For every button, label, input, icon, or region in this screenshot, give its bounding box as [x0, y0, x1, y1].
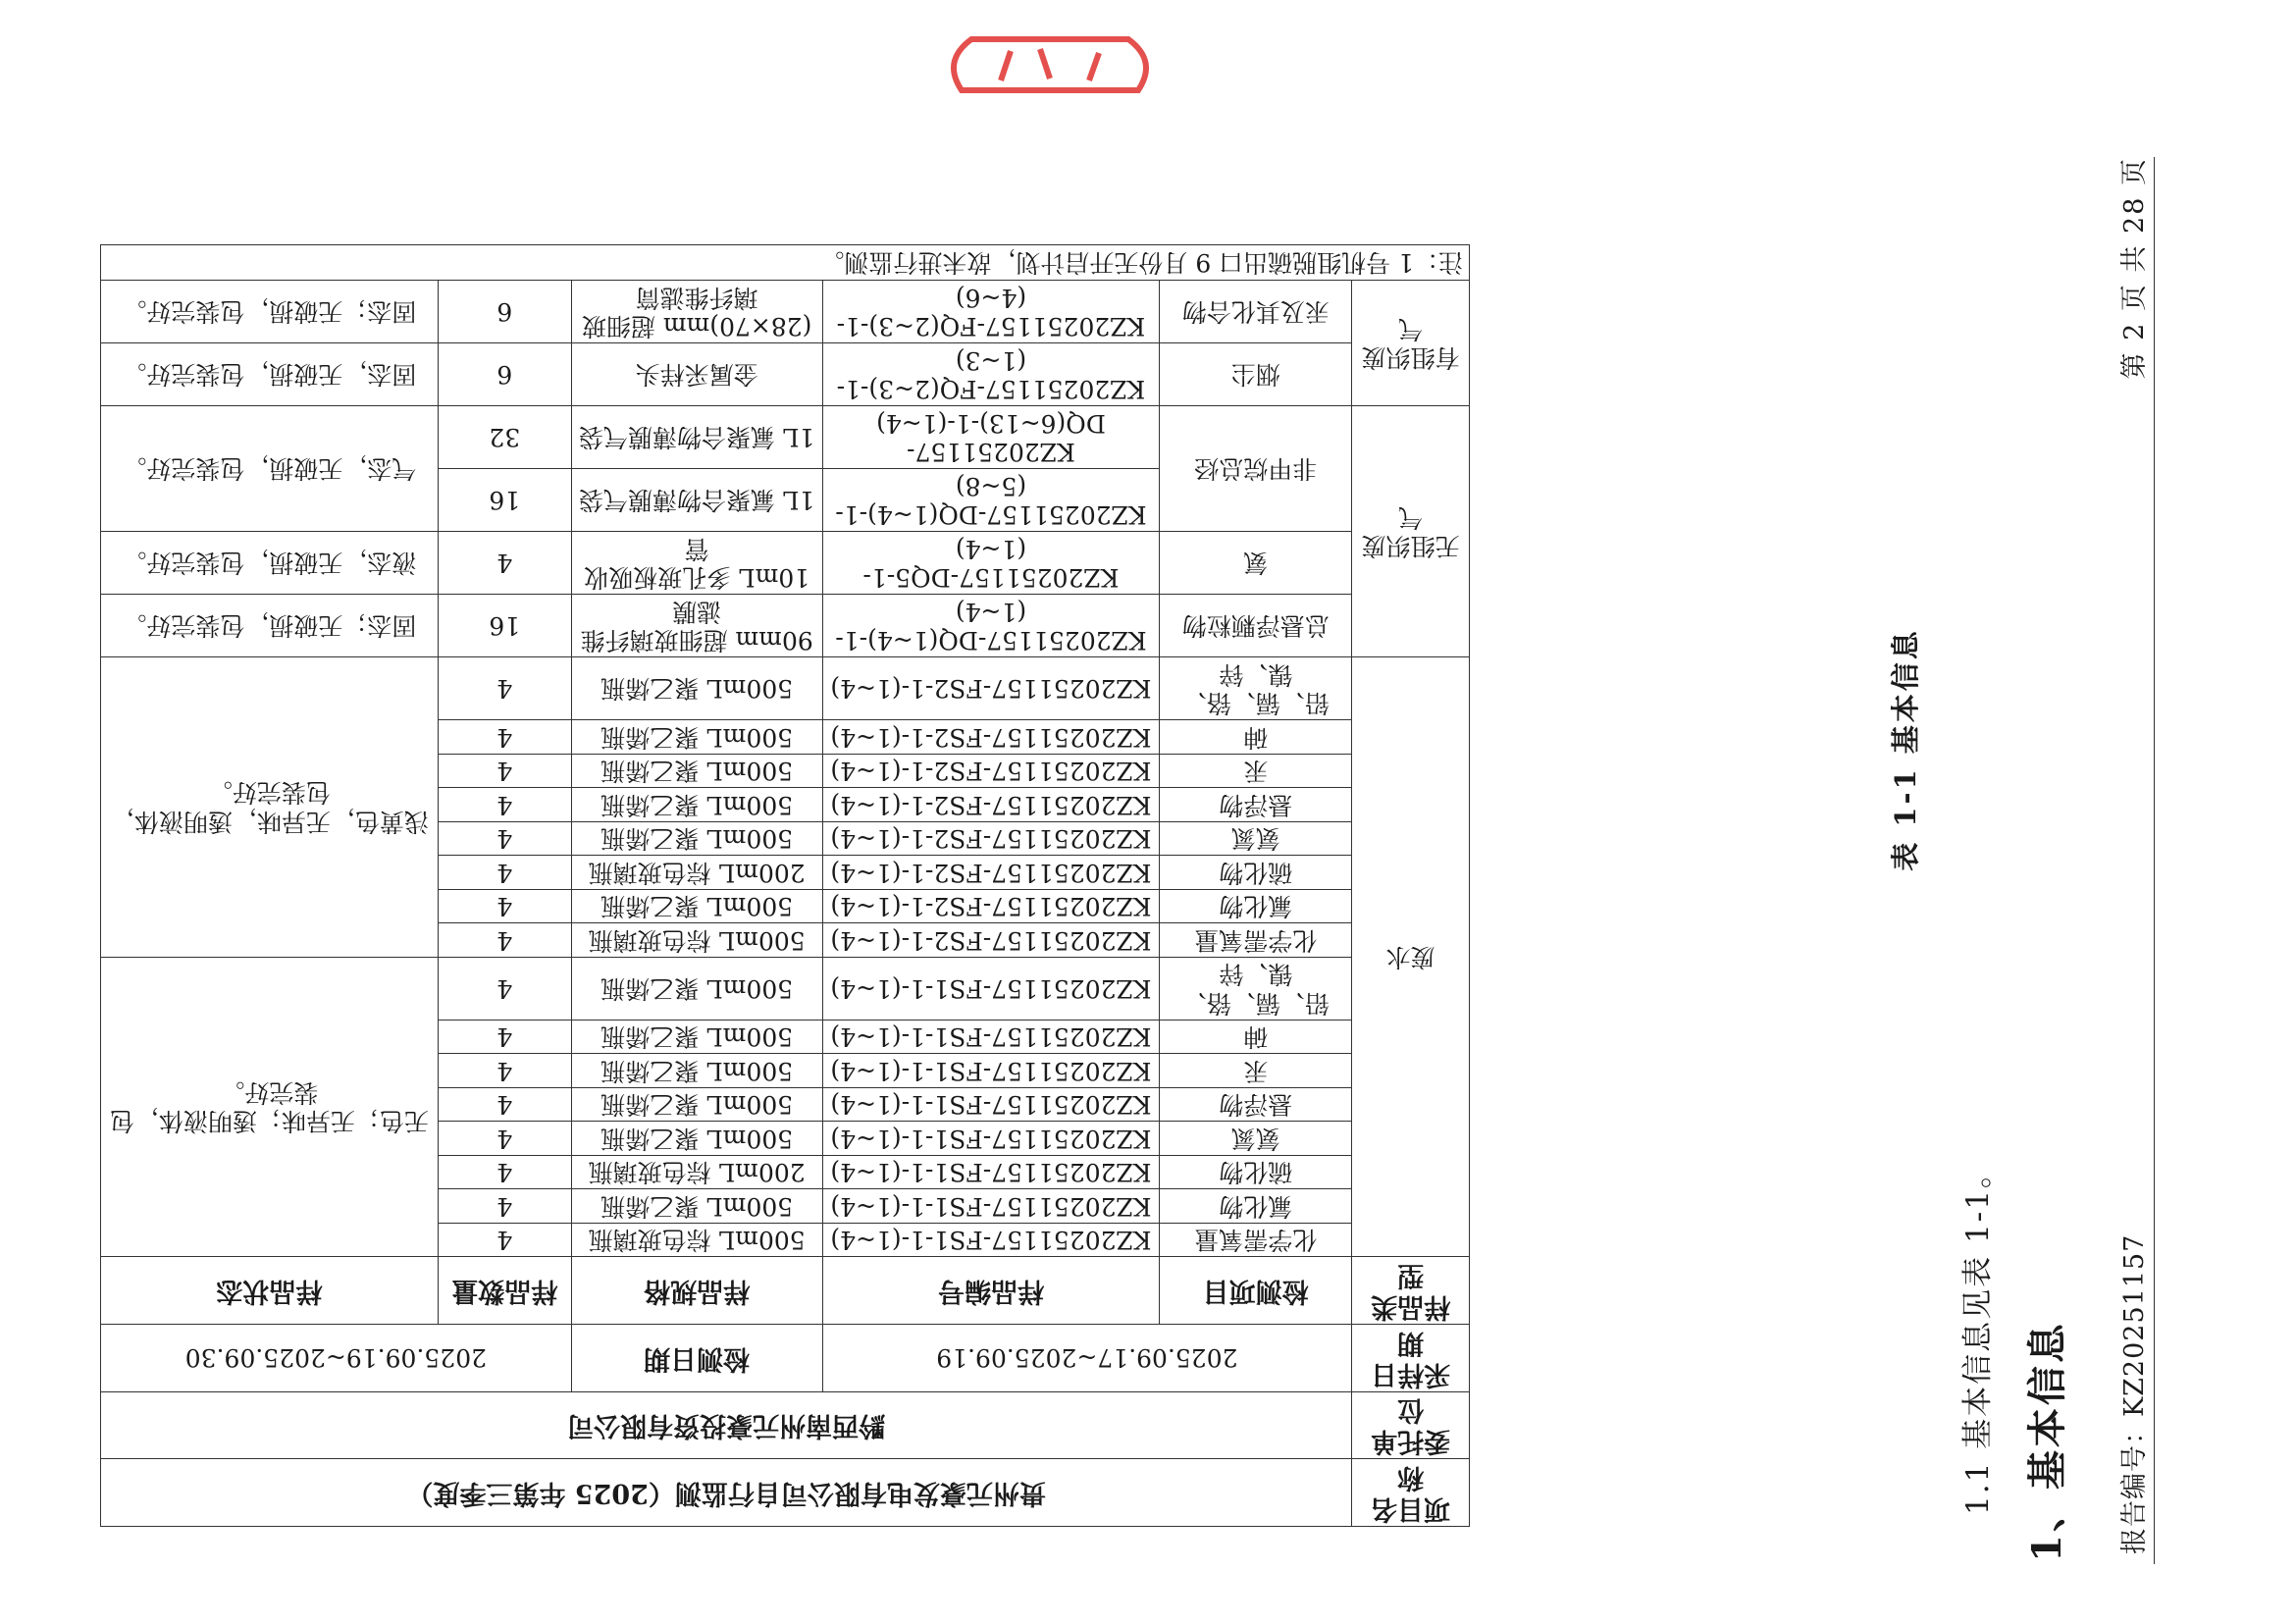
- basic-info-table: [100, 244, 1470, 1527]
- test-item: 化学需氧量: [1160, 923, 1352, 958]
- test-item: 砷: [1160, 720, 1352, 755]
- page-counter: 第 2 页 共 28 页: [2119, 157, 2150, 380]
- sample-qty: 16: [438, 595, 571, 657]
- header-sample-spec: 样品规格: [571, 1257, 822, 1325]
- test-item: 氨: [1160, 532, 1352, 595]
- client-label: 委托单位: [1352, 1391, 1470, 1459]
- sample-spec: 90mm 超细玻璃纤维滤膜: [571, 595, 822, 657]
- header-divider: [2154, 157, 2155, 1564]
- sample-spec: 500mL 聚乙烯瓶: [571, 1087, 822, 1122]
- sample-id: KZ20251157-FS1-1-(1~4): [822, 1155, 1160, 1189]
- sample-state: 浅黄色，无异味，透明液体，包装完好。: [101, 657, 439, 958]
- sample-spec: 金属采样头: [571, 343, 822, 406]
- sampling-date-label: 采样日期: [1352, 1324, 1470, 1391]
- report-number: 报告编号：KZ20251157: [2119, 1233, 2150, 1554]
- testing-date-value: 2025.09.19~2025.09.30: [101, 1324, 572, 1391]
- sample-qty: 4: [438, 1122, 571, 1156]
- sample-qty: 4: [438, 923, 571, 958]
- sample-spec: (28×70)mm 超细玻璃纤维滤筒: [571, 281, 822, 343]
- test-item: 悬浮物: [1160, 788, 1352, 822]
- sample-spec: 500mL 聚乙烯瓶: [571, 754, 822, 788]
- sample-qty: 4: [438, 1155, 571, 1189]
- table-row: [101, 1391, 1470, 1459]
- sample-id: KZ20251157-FS2-1-(1~4): [822, 754, 1160, 788]
- project-value: 贵州元豪发电有限公司自行监测（2025 年第三季度）: [101, 1459, 1352, 1527]
- sample-qty: 4: [438, 1054, 571, 1088]
- sample-qty: 6: [438, 281, 571, 343]
- table-row: [101, 923, 1470, 958]
- table-header-row: [101, 1257, 1470, 1325]
- sample-qty: 4: [438, 957, 571, 1020]
- header-test-item: 检测项目: [1160, 1257, 1352, 1325]
- sample-id: KZ20251157-DQ(1~4)-1-(5~8): [822, 469, 1160, 532]
- sample-state: 气态，无破损，包装完好。: [101, 406, 439, 532]
- red-seal-icon: [942, 31, 1158, 100]
- sample-qty: 4: [438, 1189, 571, 1224]
- sample-id: KZ20251157-DQ(6~13)-1-(1~4): [822, 406, 1160, 469]
- testing-date-label: 检测日期: [571, 1324, 822, 1391]
- header-sample-type: 样品类型: [1352, 1257, 1470, 1325]
- test-item: 汞: [1160, 754, 1352, 788]
- sample-spec: 500mL 棕色玻璃瓶: [571, 1223, 822, 1257]
- sampling-date-value: 2025.09.17~2025.09.19: [822, 1324, 1352, 1391]
- table-row: [101, 1324, 1470, 1391]
- sample-qty: 4: [438, 1020, 571, 1054]
- sample-qty: 4: [438, 1223, 571, 1257]
- table-row: [101, 245, 1470, 281]
- sample-id: KZ20251157-FS2-1-(1~4): [822, 821, 1160, 856]
- sample-state: 液态，无破损，包装完好。: [101, 532, 439, 595]
- sample-id: KZ20251157-FS1-1-(1~4): [822, 1020, 1160, 1054]
- sample-qty: 4: [438, 889, 571, 923]
- test-item: 总悬浮颗粒物: [1160, 595, 1352, 657]
- sample-id: KZ20251157-FQ(2~3)-1-(4~6): [822, 281, 1160, 343]
- header-sample-qty: 样品数量: [438, 1257, 571, 1325]
- test-item: 悬浮物: [1160, 1087, 1352, 1122]
- sample-qty: 4: [438, 856, 571, 890]
- sample-qty: 16: [438, 469, 571, 532]
- sample-spec: 500mL 聚乙烯瓶: [571, 1122, 822, 1156]
- sample-id: KZ20251157-FS1-1-(1~4): [822, 1054, 1160, 1088]
- test-item: 化学需氧量: [1160, 1223, 1352, 1257]
- sample-spec: 500mL 聚乙烯瓶: [571, 821, 822, 856]
- sample-qty: 4: [438, 821, 571, 856]
- table-row: [101, 532, 1470, 595]
- test-item: 氨氮: [1160, 821, 1352, 856]
- sample-id: KZ20251157-FS1-1-(1~4): [822, 1122, 1160, 1156]
- sample-type-wastewater: 废水: [1352, 657, 1470, 1257]
- sample-id: KZ20251157-FS1-1-(1~4): [822, 957, 1160, 1020]
- test-item: 砷: [1160, 1020, 1352, 1054]
- sample-type-stack-gas: 有组织废气: [1352, 281, 1470, 406]
- sample-id: KZ20251157-FS1-1-(1~4): [822, 1189, 1160, 1224]
- table-row: [101, 343, 1470, 406]
- header-sample-id: 样品编号: [822, 1257, 1160, 1325]
- sample-qty: 4: [438, 788, 571, 822]
- section-subtitle: 1.1 基本信息见表 1-1。: [1960, 1156, 1996, 1515]
- section-title: 1、基本信息: [2024, 1321, 2070, 1562]
- sample-spec: 500mL 聚乙烯瓶: [571, 657, 822, 720]
- sample-id: KZ20251157-DQ(1~4)-1-(1~4): [822, 595, 1160, 657]
- sample-qty: 4: [438, 532, 571, 595]
- sample-id: KZ20251157-FS1-1-(1~4): [822, 1087, 1160, 1122]
- sample-id: KZ20251157-FS2-1-(1~4): [822, 720, 1160, 755]
- sample-id: KZ20251157-FS2-1-(1~4): [822, 657, 1160, 720]
- test-item: 氨氮: [1160, 1122, 1352, 1156]
- sample-qty: 4: [438, 657, 571, 720]
- sample-state: 固态；无破损，包装完好。: [101, 281, 439, 343]
- project-label: 项目名称: [1352, 1459, 1470, 1527]
- table-row: [101, 281, 1470, 343]
- test-item: 铅、镉、铬、镍、锌: [1160, 957, 1352, 1020]
- sample-spec: 200mL 棕色玻璃瓶: [571, 856, 822, 890]
- sample-id: KZ20251157-DQ5-1-(1~4): [822, 532, 1160, 595]
- sample-id: KZ20251157-FS2-1-(1~4): [822, 788, 1160, 822]
- header-sample-state: 样品状态: [101, 1257, 439, 1325]
- sample-state: 无色；无异味；透明液体，包装完好。: [101, 957, 439, 1257]
- sample-state: 固态，无破损，包装完好。: [101, 343, 439, 406]
- sample-qty: 4: [438, 1087, 571, 1122]
- sample-spec: 500mL 聚乙烯瓶: [571, 889, 822, 923]
- sample-spec: 500mL 聚乙烯瓶: [571, 957, 822, 1020]
- sample-id: KZ20251157-FQ(2~3)-1-(1~3): [822, 343, 1160, 406]
- test-item: 汞及其化合物: [1160, 281, 1352, 343]
- test-item: 铅、镉、铬、镍、锌: [1160, 657, 1352, 720]
- sample-id: KZ20251157-FS2-1-(1~4): [822, 889, 1160, 923]
- sample-spec: 500mL 棕色玻璃瓶: [571, 923, 822, 958]
- table-row: [101, 469, 1470, 532]
- sample-spec: 10mL 多孔玻板吸收管: [571, 532, 822, 595]
- table-row: [101, 1459, 1470, 1527]
- sample-id: KZ20251157-FS2-1-(1~4): [822, 923, 1160, 958]
- test-item: 硫化物: [1160, 1155, 1352, 1189]
- test-item: 氟化物: [1160, 1189, 1352, 1224]
- sample-id: KZ20251157-FS2-1-(1~4): [822, 856, 1160, 890]
- sample-state: 固态；无破损，包装完好。: [101, 595, 439, 657]
- sample-type-fugitive-gas: 无组织废气: [1352, 406, 1470, 657]
- test-item: 非甲烷总烃: [1160, 406, 1352, 532]
- sample-qty: 6: [438, 343, 571, 406]
- table-caption: 表 1-1 基本信息: [1889, 628, 1922, 871]
- sample-spec: 200mL 棕色玻璃瓶: [571, 1155, 822, 1189]
- table-note: 注：1 号机组脱硫出口 9 月份无开启计划，故未进行监测。: [101, 245, 1470, 281]
- table-row: [101, 595, 1470, 657]
- sample-spec: 1L 氟聚合物薄膜气袋: [571, 406, 822, 469]
- sample-qty: 4: [438, 720, 571, 755]
- sample-spec: 500mL 聚乙烯瓶: [571, 1054, 822, 1088]
- sample-spec: 500mL 聚乙烯瓶: [571, 720, 822, 755]
- test-item: 氟化物: [1160, 889, 1352, 923]
- test-item: 汞: [1160, 1054, 1352, 1088]
- sample-spec: 500mL 聚乙烯瓶: [571, 1189, 822, 1224]
- table-row: [101, 1223, 1470, 1257]
- client-value: 黔西南州元豪投资有限公司: [101, 1391, 1352, 1459]
- sample-spec: 500mL 聚乙烯瓶: [571, 788, 822, 822]
- sample-spec: 500mL 聚乙烯瓶: [571, 1020, 822, 1054]
- sample-id: KZ20251157-FS1-1-(1~4): [822, 1223, 1160, 1257]
- test-item: 硫化物: [1160, 856, 1352, 890]
- test-item: 烟尘: [1160, 343, 1352, 406]
- sample-qty: 32: [438, 406, 571, 469]
- sample-qty: 4: [438, 754, 571, 788]
- sample-spec: 1L 氟聚合物薄膜气袋: [571, 469, 822, 532]
